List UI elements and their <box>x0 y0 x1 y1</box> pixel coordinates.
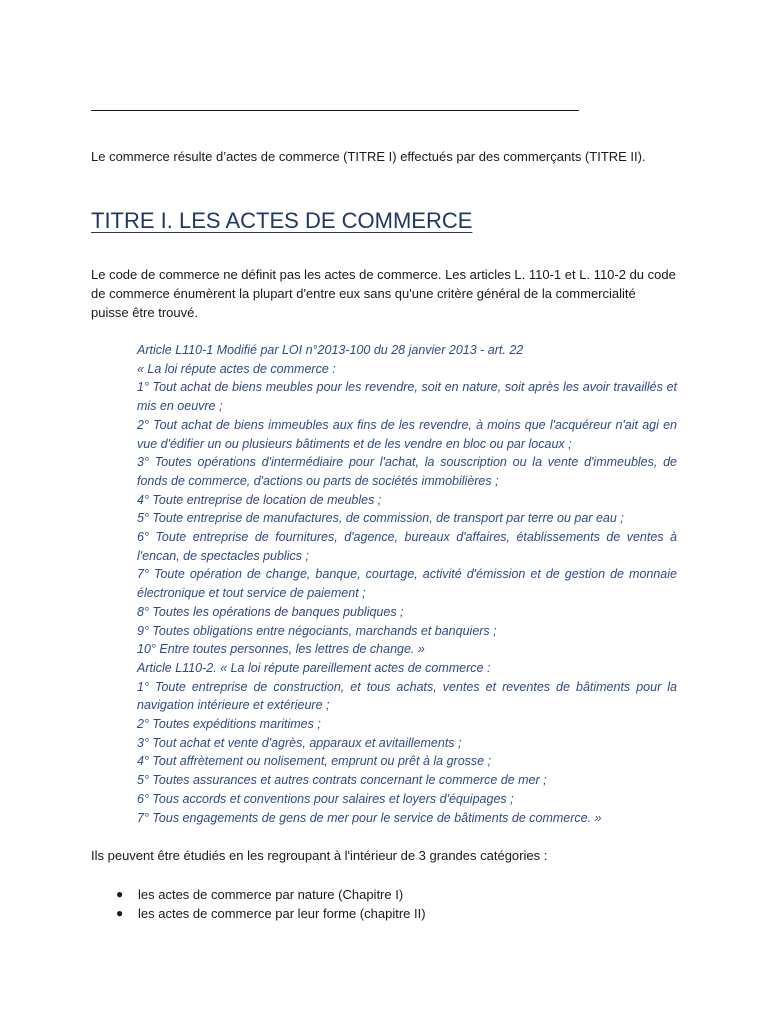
list-item-text: les actes de commerce par leur forme (chapitre II) <box>138 906 426 921</box>
quote-line: 4° Toute entreprise de location de meubles ; <box>137 492 382 507</box>
categories-intro: Ils peuvent être étudiés en les regroupant à l'intérieur de 3 grandes catégories : <box>91 848 548 863</box>
body-paragraph: Le code de commerce ne définit pas les actes de commerce. Les articles L. 110-1 et L. 110-2 du code de commerce énumèrent la plupart d'entre eux sans qu'une critère général de la commercialité puisse être trouvé. <box>91 267 676 320</box>
quote-line: 7° Toute opération de change, banque, courtage, activité d'émission et de gestion de monnaie électronique et tout service de paiement ; <box>137 567 677 601</box>
quote-line: 1° Toute entreprise de construction, et tous achats, ventes et reventes de bâtiments pour la navigation intérieure et extérieure ; <box>137 679 677 713</box>
list-item <box>91 904 691 923</box>
top-rule <box>91 110 579 111</box>
quote-line: 7° Tous engagements de gens de mer pour le service de bâtiments de commerce. » <box>137 810 602 825</box>
quote-line: 1° Tout achat de biens meubles pour les revendre, soit en nature, soit après les avoir travaillés et mis en oeuvre ; <box>137 380 677 414</box>
bullet-icon: ● <box>116 887 124 901</box>
intro-sentence: Le commerce résulte d’actes de commerce (TITRE I) effectués par des commerçants (TITRE II). <box>91 149 646 164</box>
quote-line: 3° Tout achat et vente d'agrès, apparaux et avitaillements ; <box>137 735 462 750</box>
bullet-icon: ● <box>116 906 124 920</box>
quote-line: 5° Toute entreprise de manufactures, de commission, de transport par terre ou par eau ; <box>137 511 624 526</box>
list-item <box>91 885 691 904</box>
quote-line: 6° Toute entreprise de fournitures, d'agence, bureaux d'affaires, établissements de ventes à l'encan, de spectacles publics ; <box>137 530 677 563</box>
list-item-text: les actes de commerce par nature (Chapitre I) <box>138 887 404 902</box>
quote-line: 2° Tout achat de biens immeubles aux fins de les revendre, à moins que l'acquéreur n'ait agi en vue d'édifier un ou plusieurs bâtiments et de les vendre en bloc ou par locaux ; <box>137 417 677 451</box>
quote-line: 9° Toutes obligations entre négociants, marchands et banquiers ; <box>137 623 497 638</box>
quote-line: 2° Toutes expéditions maritimes ; <box>137 717 321 732</box>
quote-line: 8° Toutes les opérations de banques publiques ; <box>137 604 404 619</box>
section-heading: TITRE I. LES ACTES DE COMMERCE <box>91 208 473 233</box>
quote-line: 10° Entre toutes personnes, les lettres de change. » <box>137 642 425 657</box>
quote-line: 4° Tout affrètement ou nolisement, emprunt ou prêt à la grosse ; <box>137 754 492 769</box>
category-list <box>91 885 691 923</box>
quote-line: Article L110-1 Modifié par LOI n°2013-100 du 28 janvier 2013 - art. 22 <box>137 343 524 357</box>
quote-line: 3° Toutes opérations d'intermédiaire pour l'achat, la souscription ou la vente d'immeubles, de fonds de commerce, d'actions ou parts de sociétés immobilières ; <box>137 455 677 488</box>
quote-line: 6° Tous accords et conventions pour salaires et loyers d'équipages ; <box>137 791 514 806</box>
quote-line: Article L110-2. « La loi répute pareillement actes de commerce : <box>137 660 491 675</box>
quote-line: 5° Toutes assurances et autres contrats concernant le commerce de mer ; <box>137 773 547 788</box>
legal-quote <box>137 341 677 827</box>
quote-line: « La loi répute actes de commerce : <box>137 361 336 376</box>
